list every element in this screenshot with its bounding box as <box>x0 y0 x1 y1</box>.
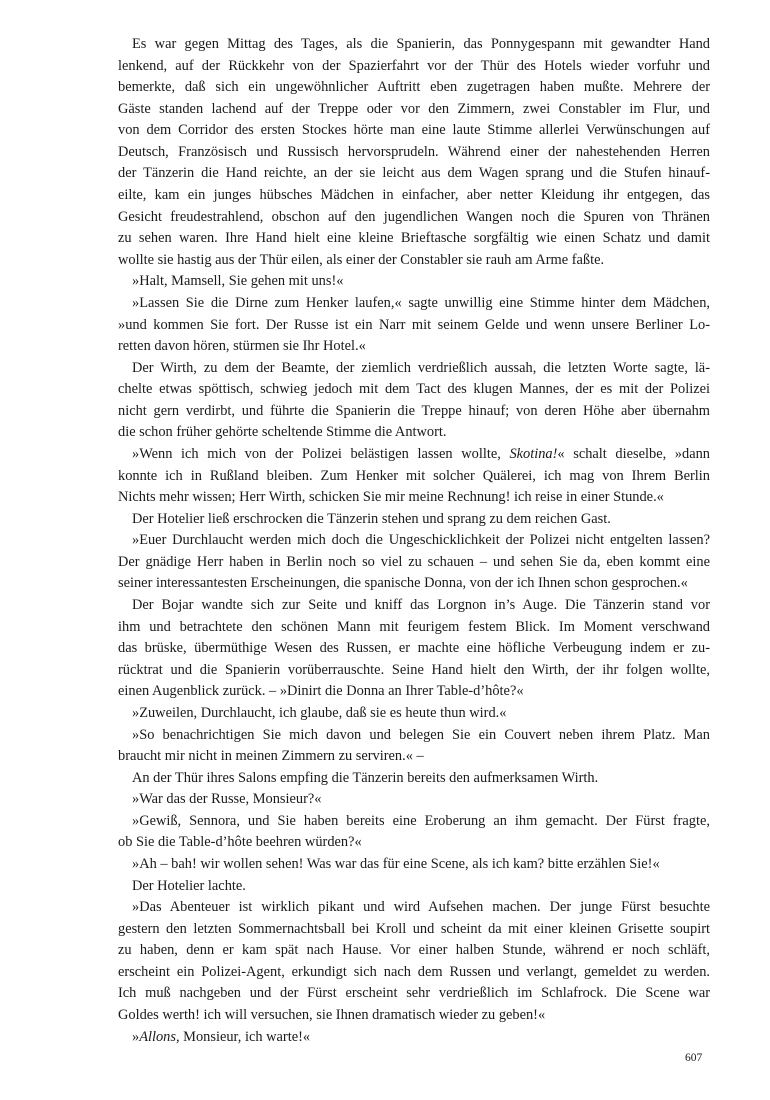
text-line: »Zuweilen, Durchlaucht, ich glaube, daß sie es heute thun wird.« <box>132 704 507 721</box>
paragraph <box>118 444 710 509</box>
text-line: braucht mir nicht in meinen Zimmern zu serviren.« – <box>118 748 424 765</box>
paragraph <box>118 854 710 876</box>
paragraph <box>118 1027 710 1044</box>
text-line: »Gewiß, Sennora, und Sie haben bereits eine Eroberung an ihm gemacht. Der Fürst fragte, <box>132 812 710 829</box>
text-line: zu haben, denn er kam spät nach Hause. Vor einer halben Stunde, während er noch schläft, <box>118 942 710 959</box>
paragraph <box>118 703 710 725</box>
text-line: eilte, kam ein junges hübsches Mädchen in einfacher, aber netter Kleidung ihr entgegen, das <box>118 187 710 204</box>
text-line: zu sehen waren. Ihre Hand hielt eine kleine Brieftasche sorgfältig wie einen Schatz und damit <box>118 230 710 247</box>
text-line: lenkend, auf der Rückkehr von der Spazierfahrt vor der Thür des Hotels wieder vorfuhr und <box>118 57 710 74</box>
text-line: Der Hotelier lachte. <box>132 877 246 894</box>
text-line: seiner interessantesten Erscheinungen, die spanische Donna, von der ich Ihnen schon gesprochen.« <box>118 575 688 592</box>
text-line: Nichts mehr wissen; Herr Wirth, schicken Sie mir meine Rechnung! ich reise in einer Stunde.« <box>118 489 664 506</box>
text-line: »War das der Russe, Monsieur?« <box>132 791 322 808</box>
text-line: retten davon hören, stürmen sie Ihr Hotel.« <box>118 338 366 355</box>
text-line: »Euer Durchlaucht werden mich doch die Ungeschicklichkeit der Polizei nicht entgelten lassen? <box>132 532 710 549</box>
text-line: das brüske, übermüthige Wesen des Russen, er machte eine höfliche Verbeugung indem er zu- <box>118 640 710 657</box>
text-line: »Halt, Mamsell, Sie gehen mit uns!« <box>132 273 344 290</box>
text-line: Gesicht freudestrahlend, obschon auf den jugendlichen Wangen noch die Spuren von Thränen <box>118 208 710 225</box>
paragraph <box>118 271 710 293</box>
text-line: einen Augenblick zurück. – »Dinirt die Donna an Ihrer Table-d’hôte?« <box>118 683 524 700</box>
text-line: erscheint ein Polizei-Agent, erkundigt sich nach dem Russen und verlangt, gemeldet zu werden. <box>118 963 710 980</box>
text-line: »Wenn ich mich von der Polizei belästigen lassen wollte, Skotina!« schalt dieselbe, »dann <box>132 445 710 462</box>
text-line: »und kommen Sie fort. Der Russe ist ein Narr mit seinem Gelde und wenn unsere Berliner Lo- <box>118 316 710 333</box>
text-line: Der Bojar wandte sich zur Seite und kniff das Lorgnon in’s Auge. Die Tänzerin stand vor <box>132 597 710 614</box>
text-line: gestern den letzten Sommernachtsball bei Kroll und scheint da mit einer kleinen Grisette soupirt <box>118 920 710 937</box>
page-body <box>118 34 710 1044</box>
text-line: rücktrat und die Spanierin vorüberrauschte. Seine Hand hielt den Wirth, der ihr folgen wollte, <box>118 661 710 678</box>
paragraph <box>118 768 710 790</box>
paragraph <box>118 725 710 768</box>
text-line: Der Wirth, zu dem der Beamte, der ziemlich verdrießlich aussah, die letzten Worte sagte, lä- <box>132 359 710 376</box>
text-line: Es war gegen Mittag des Tages, als die Spanierin, das Ponnygespann mit gewandter Hand <box>132 36 710 52</box>
text-line: von dem Corridor des ersten Stockes hörte man eine laute Stimme allerlei Verwünschungen auf <box>118 122 710 139</box>
text-line: Ich muß nachgeben und der Fürst erscheint sehr verdrießlich im Schlafrock. Die Scene war <box>118 985 710 1002</box>
paragraph <box>118 876 710 898</box>
text-line: konnte ich in Rußland bleiben. Zum Henker mit solcher Quälerei, ich mag von Ihrem Berlin <box>118 467 710 484</box>
paragraph <box>118 897 710 1026</box>
paragraph <box>118 595 710 703</box>
text-line: ihm und betrachtete den schönen Mann mit feurigem festem Blick. Im Moment verschwand <box>118 618 710 635</box>
text-line: »Lassen Sie die Dirne zum Henker laufen,« sagte unwillig eine Stimme hinter dem Mädchen, <box>132 294 710 311</box>
text-line: »So benachrichtigen Sie mich davon und belegen Sie ein Couvert neben ihrem Platz. Man <box>132 726 710 743</box>
paragraph <box>118 358 710 444</box>
text-line: »Das Abenteuer ist wirklich pikant und wird Aufsehen machen. Der junge Fürst besuchte <box>132 899 710 916</box>
text-line: die schon früher gehörte scheltende Stimme die Antwort. <box>118 424 447 441</box>
paragraph <box>118 293 710 358</box>
text-line: wollte sie hastig aus der Thür eilen, als einer der Constabler sie rauh am Arme faßte. <box>118 251 605 268</box>
text-line: chelte etwas spöttisch, schwieg jedoch mit dem Tact des klugen Mannes, der es mit der Polizei <box>118 381 710 398</box>
text-line: bemerkte, daß sich ein ungewöhnlicher Auftritt eben zugetragen haben mußte. Mehrere der <box>118 79 710 96</box>
text-line: Der gnädige Herr haben in Berlin noch so viel zu schauen – und sehen Sie da, eben kommt eine <box>118 553 710 570</box>
text-line: Goldes werth! ich will versuchen, sie Ihnen dramatisch wieder zu geben!« <box>118 1007 546 1024</box>
text-line: nicht gern verdirbt, und führte die Spanierin die Treppe hinauf; von deren Höhe aber übernahm <box>118 402 710 419</box>
text-line: Der Hotelier ließ erschrocken die Tänzerin stehen und sprang zu dem reichen Gast. <box>132 510 611 527</box>
text-line: »Ah – bah! wir wollen sehen! Was war das für eine Scene, als ich kam? bitte erzählen Sie!« <box>132 855 660 872</box>
text-line: Deutsch, Französisch und Russisch hervorsprudeln. Während einer der nahestehenden Herren <box>118 143 710 160</box>
text-line: »Allons, Monsieur, ich warte!« <box>132 1028 311 1044</box>
page-number: 607 <box>685 1052 703 1064</box>
paragraph <box>118 34 710 271</box>
text-line: An der Thür ihres Salons empfing die Tänzerin bereits den aufmerksamen Wirth. <box>132 769 599 786</box>
text-line: der Tänzerin die Hand reichte, an der sie leicht aus dem Wagen sprang und die Stufen hinauf- <box>118 165 710 182</box>
paragraph <box>118 509 710 531</box>
text-line: ob Sie die Table-d’hôte beehren würden?« <box>118 834 362 851</box>
text-line: Gäste standen lachend auf der Treppe oder vor den Zimmern, zwei Constabler im Flur, und <box>118 100 710 117</box>
paragraph <box>118 530 710 595</box>
paragraph <box>118 789 710 811</box>
paragraph <box>118 811 710 854</box>
